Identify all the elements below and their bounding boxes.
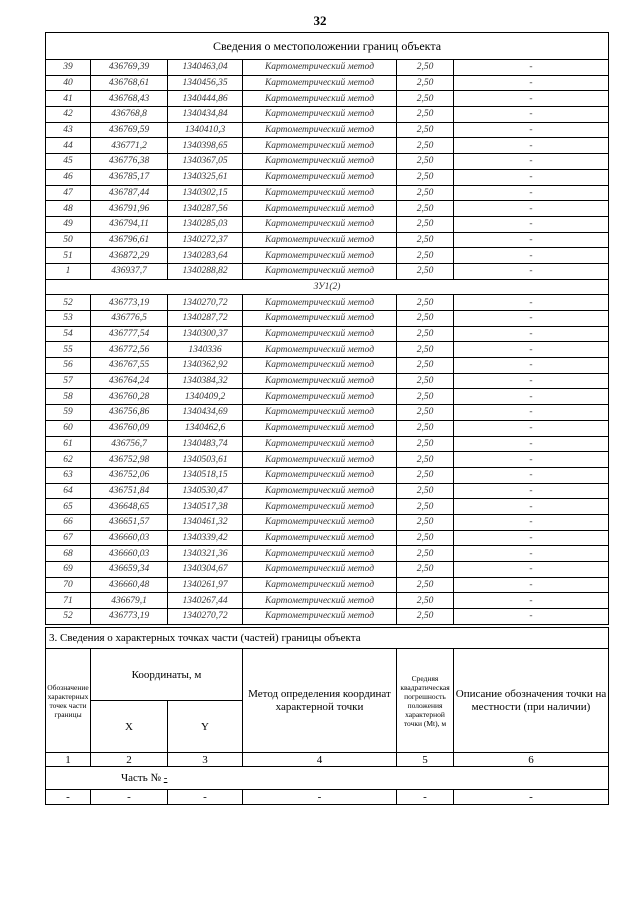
coord-x: 436660,03 <box>91 530 168 546</box>
table-row <box>46 263 609 279</box>
mean-error: 2,50 <box>397 499 454 515</box>
mean-error: 2,50 <box>397 358 454 374</box>
part-points-table <box>45 627 609 805</box>
coord-y: 1340461,32 <box>168 514 243 530</box>
method: Картометрический метод <box>243 389 397 405</box>
coord-y: 1340287,72 <box>168 311 243 327</box>
point-number: 52 <box>46 609 91 625</box>
table-row <box>46 60 609 76</box>
table-row <box>46 232 609 248</box>
method: Картометрический метод <box>243 420 397 436</box>
table-row <box>46 452 609 468</box>
table-row <box>46 373 609 389</box>
description: - <box>454 326 609 342</box>
coord-x: 436771,2 <box>91 138 168 154</box>
coord-x: 436752,98 <box>91 452 168 468</box>
point-number: 52 <box>46 295 91 311</box>
mean-error: 2,50 <box>397 436 454 452</box>
coord-x: 436751,84 <box>91 483 168 499</box>
header-x: X <box>91 701 168 753</box>
coord-y: 1340272,37 <box>168 232 243 248</box>
mean-error: 2,50 <box>397 530 454 546</box>
coord-x: 436660,48 <box>91 577 168 593</box>
header-coordinates: Координаты, м <box>91 649 243 701</box>
table-row <box>46 483 609 499</box>
table-row <box>46 107 609 123</box>
table-row <box>46 499 609 515</box>
coord-y: 1340530,47 <box>168 483 243 499</box>
method: Картометрический метод <box>243 546 397 562</box>
table-row <box>46 593 609 609</box>
description: - <box>454 60 609 76</box>
col-number-1: 1 <box>46 753 91 767</box>
description: - <box>454 593 609 609</box>
method: Картометрический метод <box>243 263 397 279</box>
method: Картометрический метод <box>243 577 397 593</box>
description: - <box>454 263 609 279</box>
method: Картометрический метод <box>243 342 397 358</box>
method: Картометрический метод <box>243 311 397 327</box>
page-number: 32 <box>313 13 327 28</box>
mean-error: 2,50 <box>397 138 454 154</box>
coord-x: 436768,43 <box>91 91 168 107</box>
description: - <box>454 358 609 374</box>
coord-x: 436772,56 <box>91 342 168 358</box>
mean-error: 2,50 <box>397 295 454 311</box>
coord-x: 436679,1 <box>91 593 168 609</box>
dash-cell: - <box>454 790 609 805</box>
table-row <box>46 530 609 546</box>
point-number: 65 <box>46 499 91 515</box>
coord-x: 436764,24 <box>91 373 168 389</box>
point-number: 70 <box>46 577 91 593</box>
method: Картометрический метод <box>243 326 397 342</box>
coord-x: 436760,28 <box>91 389 168 405</box>
method: Картометрический метод <box>243 216 397 232</box>
method: Картометрический метод <box>243 185 397 201</box>
dash-cell: - <box>91 790 168 805</box>
description: - <box>454 216 609 232</box>
mean-error: 2,50 <box>397 405 454 421</box>
mean-error: 2,50 <box>397 311 454 327</box>
coord-y: 1340267,44 <box>168 593 243 609</box>
description: - <box>454 452 609 468</box>
coord-x: 436769,39 <box>91 60 168 76</box>
coord-x: 436796,61 <box>91 232 168 248</box>
method: Картометрический метод <box>243 609 397 625</box>
coord-x: 436937,7 <box>91 263 168 279</box>
coord-y: 1340456,35 <box>168 75 243 91</box>
coord-y: 1340434,69 <box>168 405 243 421</box>
coord-y: 1340409,2 <box>168 389 243 405</box>
description: - <box>454 405 609 421</box>
point-number: 50 <box>46 232 91 248</box>
description: - <box>454 530 609 546</box>
description: - <box>454 154 609 170</box>
mean-error: 2,50 <box>397 154 454 170</box>
coord-x: 436767,55 <box>91 358 168 374</box>
dash-cell: - <box>168 790 243 805</box>
col-number-5: 5 <box>397 753 454 767</box>
table-row <box>46 342 609 358</box>
mean-error: 2,50 <box>397 420 454 436</box>
method: Картометрический метод <box>243 483 397 499</box>
description: - <box>454 311 609 327</box>
coord-y: 1340517,38 <box>168 499 243 515</box>
table-row <box>46 389 609 405</box>
table-row <box>46 436 609 452</box>
table-row <box>46 201 609 217</box>
coord-x: 436768,8 <box>91 107 168 123</box>
mean-error: 2,50 <box>397 75 454 91</box>
description: - <box>454 499 609 515</box>
description: - <box>454 91 609 107</box>
description: - <box>454 248 609 264</box>
coord-x: 436773,19 <box>91 609 168 625</box>
mean-error: 2,50 <box>397 562 454 578</box>
coord-y: 1340288,82 <box>168 263 243 279</box>
description: - <box>454 295 609 311</box>
point-number: 55 <box>46 342 91 358</box>
mean-error: 2,50 <box>397 107 454 123</box>
coord-y: 1340463,04 <box>168 60 243 76</box>
point-number: 40 <box>46 75 91 91</box>
coord-x: 436791,96 <box>91 201 168 217</box>
point-number: 61 <box>46 436 91 452</box>
description: - <box>454 201 609 217</box>
table-row <box>46 467 609 483</box>
method: Картометрический метод <box>243 593 397 609</box>
coord-y: 1340300,37 <box>168 326 243 342</box>
point-number: 43 <box>46 122 91 138</box>
description: - <box>454 75 609 91</box>
point-number: 41 <box>46 91 91 107</box>
subsection-row <box>46 279 609 295</box>
point-number: 57 <box>46 373 91 389</box>
coord-y: 1340304,67 <box>168 562 243 578</box>
method: Картометрический метод <box>243 60 397 76</box>
point-number: 60 <box>46 420 91 436</box>
coord-y: 1340287,56 <box>168 201 243 217</box>
table-row <box>46 185 609 201</box>
coord-x: 436776,5 <box>91 311 168 327</box>
col-number-2: 2 <box>91 753 168 767</box>
coord-x: 436651,57 <box>91 514 168 530</box>
table-row <box>46 405 609 421</box>
table-row <box>46 577 609 593</box>
description: - <box>454 389 609 405</box>
method: Картометрический метод <box>243 107 397 123</box>
method: Картометрический метод <box>243 91 397 107</box>
point-number: 58 <box>46 389 91 405</box>
coord-y: 1340362,92 <box>168 358 243 374</box>
point-number: 47 <box>46 185 91 201</box>
coord-x: 436760,09 <box>91 420 168 436</box>
mean-error: 2,50 <box>397 326 454 342</box>
coord-x: 436660,03 <box>91 546 168 562</box>
description: - <box>454 373 609 389</box>
method: Картометрический метод <box>243 154 397 170</box>
coord-y: 1340503,61 <box>168 452 243 468</box>
coord-x: 436756,7 <box>91 436 168 452</box>
method: Картометрический метод <box>243 405 397 421</box>
mean-error: 2,50 <box>397 122 454 138</box>
coord-x: 436756,86 <box>91 405 168 421</box>
table-row <box>46 420 609 436</box>
coord-x: 436768,61 <box>91 75 168 91</box>
table-row <box>46 609 609 625</box>
mean-error: 2,50 <box>397 60 454 76</box>
coord-x: 436785,17 <box>91 169 168 185</box>
description: - <box>454 107 609 123</box>
coord-x: 436776,38 <box>91 154 168 170</box>
mean-error: 2,50 <box>397 216 454 232</box>
coord-y: 1340410,3 <box>168 122 243 138</box>
mean-error: 2,50 <box>397 169 454 185</box>
method: Картометрический метод <box>243 530 397 546</box>
header-method: Метод определения координат характерной точки <box>243 649 397 753</box>
table-row <box>46 546 609 562</box>
point-number: 66 <box>46 514 91 530</box>
point-number: 44 <box>46 138 91 154</box>
mean-error: 2,50 <box>397 452 454 468</box>
mean-error: 2,50 <box>397 232 454 248</box>
method: Картометрический метод <box>243 436 397 452</box>
coord-y: 1340270,72 <box>168 295 243 311</box>
table-row <box>46 248 609 264</box>
coord-y: 1340270,72 <box>168 609 243 625</box>
point-number: 67 <box>46 530 91 546</box>
coord-x: 436787,44 <box>91 185 168 201</box>
coord-y: 1340518,15 <box>168 467 243 483</box>
point-number: 1 <box>46 263 91 279</box>
point-number: 45 <box>46 154 91 170</box>
subsection-label: ЗУ1(2) <box>46 279 609 295</box>
description: - <box>454 342 609 358</box>
mean-error: 2,50 <box>397 546 454 562</box>
point-number: 39 <box>46 60 91 76</box>
coord-x: 436659,34 <box>91 562 168 578</box>
coord-y: 1340325,61 <box>168 169 243 185</box>
point-number: 53 <box>46 311 91 327</box>
point-number: 63 <box>46 467 91 483</box>
point-number: 64 <box>46 483 91 499</box>
description: - <box>454 122 609 138</box>
coord-y: 1340321,36 <box>168 546 243 562</box>
table-row <box>46 122 609 138</box>
description: - <box>454 436 609 452</box>
method: Картометрический метод <box>243 122 397 138</box>
mean-error: 2,50 <box>397 263 454 279</box>
description: - <box>454 169 609 185</box>
table-row <box>46 216 609 232</box>
method: Картометрический метод <box>243 452 397 468</box>
method: Картометрический метод <box>243 295 397 311</box>
description: - <box>454 467 609 483</box>
point-number: 48 <box>46 201 91 217</box>
mean-error: 2,50 <box>397 467 454 483</box>
coord-x: 436648,65 <box>91 499 168 515</box>
point-number: 56 <box>46 358 91 374</box>
point-number: 54 <box>46 326 91 342</box>
description: - <box>454 420 609 436</box>
point-number: 42 <box>46 107 91 123</box>
coord-y: 1340434,84 <box>168 107 243 123</box>
coord-y: 1340283,64 <box>168 248 243 264</box>
table-row <box>46 138 609 154</box>
coord-y: 1340444,86 <box>168 91 243 107</box>
table-row <box>46 169 609 185</box>
coord-y: 1340462,6 <box>168 420 243 436</box>
table-row <box>46 154 609 170</box>
description: - <box>454 577 609 593</box>
description: - <box>454 562 609 578</box>
header-description: Описание обозначения точки на местности (при наличии) <box>454 649 609 753</box>
coord-y: 1340339,42 <box>168 530 243 546</box>
point-number: 69 <box>46 562 91 578</box>
coord-y: 1340367,05 <box>168 154 243 170</box>
mean-error: 2,50 <box>397 514 454 530</box>
description: - <box>454 483 609 499</box>
coord-y: 1340261,97 <box>168 577 243 593</box>
table-title: Сведения о местоположении границ объекта <box>46 33 609 60</box>
mean-error: 2,50 <box>397 91 454 107</box>
method: Картометрический метод <box>243 499 397 515</box>
mean-error: 2,50 <box>397 593 454 609</box>
mean-error: 2,50 <box>397 577 454 593</box>
dash-cell: - <box>243 790 397 805</box>
mean-error: 2,50 <box>397 185 454 201</box>
method: Картометрический метод <box>243 75 397 91</box>
coord-y: 1340285,03 <box>168 216 243 232</box>
description: - <box>454 138 609 154</box>
mean-error: 2,50 <box>397 201 454 217</box>
table-row <box>46 326 609 342</box>
table-row <box>46 91 609 107</box>
method: Картометрический метод <box>243 358 397 374</box>
dash-cell: - <box>397 790 454 805</box>
coord-x: 436777,54 <box>91 326 168 342</box>
mean-error: 2,50 <box>397 248 454 264</box>
table-row <box>46 562 609 578</box>
dash-cell: - <box>46 790 91 805</box>
table-row <box>46 295 609 311</box>
mean-error: 2,50 <box>397 483 454 499</box>
description: - <box>454 514 609 530</box>
point-number: 71 <box>46 593 91 609</box>
method: Картометрический метод <box>243 562 397 578</box>
coord-x: 436794,11 <box>91 216 168 232</box>
point-number: 68 <box>46 546 91 562</box>
coord-y: 1340398,65 <box>168 138 243 154</box>
col-number-6: 6 <box>454 753 609 767</box>
table-row <box>46 75 609 91</box>
point-number: 59 <box>46 405 91 421</box>
method: Картометрический метод <box>243 232 397 248</box>
method: Картометрический метод <box>243 373 397 389</box>
method: Картометрический метод <box>243 248 397 264</box>
section-3-title: 3. Сведения о характерных точках части (частей) границы объекта <box>46 628 609 649</box>
method: Картометрический метод <box>243 201 397 217</box>
point-number: 51 <box>46 248 91 264</box>
point-number: 46 <box>46 169 91 185</box>
mean-error: 2,50 <box>397 609 454 625</box>
mean-error: 2,50 <box>397 373 454 389</box>
method: Картометрический метод <box>243 467 397 483</box>
coord-y: 1340384,32 <box>168 373 243 389</box>
header-y: Y <box>168 701 243 753</box>
description: - <box>454 185 609 201</box>
coord-x: 436773,19 <box>91 295 168 311</box>
table-row <box>46 311 609 327</box>
method: Картометрический метод <box>243 514 397 530</box>
coord-y: 1340336 <box>168 342 243 358</box>
part-label-row <box>46 767 609 790</box>
description: - <box>454 609 609 625</box>
table-row <box>46 514 609 530</box>
description: - <box>454 232 609 248</box>
boundary-coordinates-table <box>45 32 609 625</box>
col-number-4: 4 <box>243 753 397 767</box>
point-number: 62 <box>46 452 91 468</box>
table-row <box>46 358 609 374</box>
mean-error: 2,50 <box>397 342 454 358</box>
coord-x: 436769,59 <box>91 122 168 138</box>
coord-x: 436872,29 <box>91 248 168 264</box>
part-value: - <box>163 772 168 784</box>
col-number-3: 3 <box>168 753 243 767</box>
part-label: Часть № <box>121 772 161 784</box>
coord-y: 1340302,15 <box>168 185 243 201</box>
coord-x: 436752,06 <box>91 467 168 483</box>
method: Картометрический метод <box>243 138 397 154</box>
header-point-designation: Обозначение характерных точек части границы <box>46 649 91 753</box>
coord-y: 1340483,74 <box>168 436 243 452</box>
point-number: 49 <box>46 216 91 232</box>
header-mean-square-error: Средняя квадратическая погрешность положения характерной точки (Mt), м <box>397 649 454 753</box>
method: Картометрический метод <box>243 169 397 185</box>
description: - <box>454 546 609 562</box>
mean-error: 2,50 <box>397 389 454 405</box>
